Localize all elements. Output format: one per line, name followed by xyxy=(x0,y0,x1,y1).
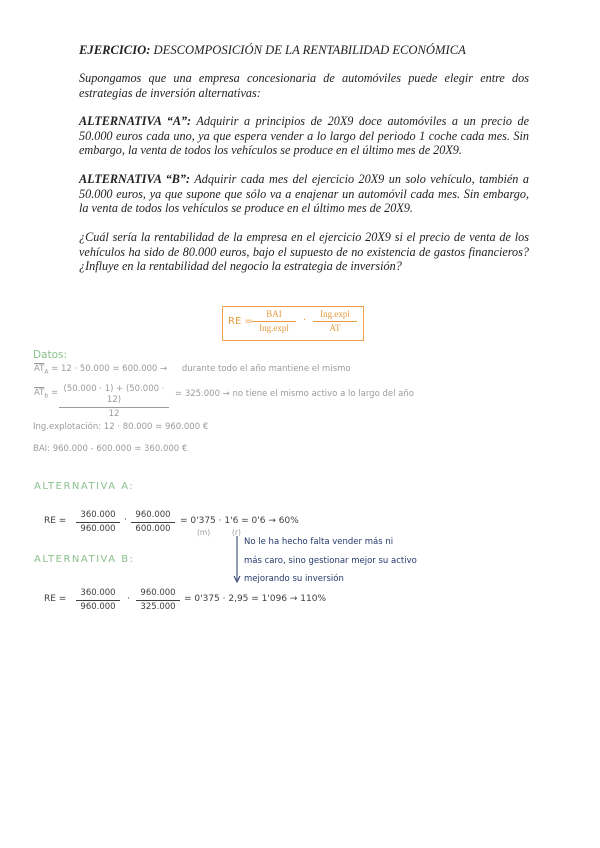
question-paragraph: ¿Cuál sería la rentabilidad de la empresa en el ejercicio 20X9 si el precio de venta de los vehículos ha sido de 80.000 euros, bajo el supuesto de no existencia de gastos financieros?¿Influye en la rentabilidad del negocio la estrategia de inversión? xyxy=(79,230,529,274)
alternative-a-text: Adquirir a principios de 20X9 doce automóviles a un precio de 50.000 euros cada uno, ya que espera vender a lo largo del periodo 1 coche cada mes. Sin embargo, la venta de todos los vehículos se produce en el último mes de 20X9. xyxy=(79,114,529,158)
alternative-a-label: ALTERNATIVA “A”: xyxy=(79,114,192,128)
at-b-fraction xyxy=(59,384,169,420)
formula-lhs: RE = xyxy=(228,316,253,327)
at-a-symbol: $\overline{AT}$ xyxy=(34,364,45,374)
formula-f2-denominator: AT xyxy=(329,323,341,333)
alt-a-fraction-1 xyxy=(76,510,120,535)
note-line-1: No le ha hecho falta vender más ni xyxy=(244,537,394,547)
formula-f1-denominator: Ing.expl xyxy=(259,323,289,333)
alternative-b-text: Adquirir cada mes del ejercicio 20X9 un solo vehículo, también a 50.000 euros, ya que supone que sólo va a enajenar un automóvil cada mes. Sin embargo, la venta de todos los vehículos se produce en el último mes de 20X9. xyxy=(79,172,529,216)
alt-a-f1-denominator: 960.000 xyxy=(80,524,116,534)
formula-f1-numerator: BAI xyxy=(252,309,296,322)
alt-a-result: = 0'375 · 1'6 = 0'6 → 60% xyxy=(180,516,299,526)
alt-a-dot: · xyxy=(124,515,127,525)
alt-b-f2-denominator: 325.000 xyxy=(140,602,176,612)
alt-a-f2-numerator: 960.000 xyxy=(131,510,175,523)
formula-f2-numerator: Ing.expl xyxy=(313,309,357,322)
alt-b-dot: · xyxy=(127,594,130,604)
alt-b-lhs: RE = xyxy=(44,594,67,604)
at-b-equals: = xyxy=(50,388,58,398)
alt-b-f2-numerator: 960.000 xyxy=(136,588,180,601)
alternativa-b-heading: ALTERNATIVA B: xyxy=(34,554,135,565)
alt-a-fraction-2 xyxy=(131,510,175,535)
at-a-expression: = 12 · 50.000 = 600.000 → xyxy=(51,364,168,374)
alt-a-f2-denominator: 600.000 xyxy=(135,524,171,534)
exercise-title-bold: EJERCICIO: xyxy=(79,43,151,57)
ing-explotacion-line: Ing.explotación: 12 · 80.000 = 960.000 € xyxy=(33,422,209,432)
at-b-numerator: (50.000 · 1) + (50.000 · 12) xyxy=(59,384,169,408)
at-a-line xyxy=(34,364,351,376)
formula-fraction-2 xyxy=(313,309,357,334)
at-b-label xyxy=(34,388,58,400)
alt-b-f1-numerator: 360.000 xyxy=(76,588,120,601)
alt-b-fraction-1 xyxy=(76,588,120,613)
at-b-result: = 325.000 → no tiene el mismo activo a lo largo del año xyxy=(175,389,414,399)
alt-a-lhs: RE = xyxy=(44,516,67,526)
bai-line: BAI: 960.000 - 600.000 = 360.000 € xyxy=(33,444,188,454)
at-b-symbol: $\overline{AT}$ xyxy=(34,388,45,398)
at-a-subscript: A xyxy=(44,368,49,376)
alt-b-fraction-2 xyxy=(136,588,180,613)
intro-paragraph: Supongamos que una empresa concesionaria de automóviles puede elegir entre dos estrategias de inversión alternativas: xyxy=(79,71,529,100)
alt-b-f1-denominator: 960.000 xyxy=(80,602,116,612)
at-b-subscript: b xyxy=(44,392,49,400)
exercise-title-rest: DESCOMPOSICIÓN DE LA RENTABILIDAD ECONÓMICA xyxy=(150,43,466,57)
alt-a-f1-numerator: 360.000 xyxy=(76,510,120,523)
alt-b-result: = 0'375 · 2,95 = 1'096 → 110% xyxy=(184,594,327,604)
datos-label: Datos: xyxy=(33,349,68,361)
formula-dot: · xyxy=(303,315,307,326)
alternativa-a-heading: ALTERNATIVA A: xyxy=(34,481,135,492)
alt-a-margin-label: (m) xyxy=(197,528,211,537)
arrow-down-icon xyxy=(232,534,242,586)
alternative-b-paragraph xyxy=(79,172,529,216)
alt-a-rotation-label: (r) xyxy=(232,528,241,537)
note-line-3: mejorando su inversión xyxy=(244,574,344,584)
exercise-title xyxy=(79,43,466,58)
at-a-note: durante todo el año mantiene el mismo xyxy=(181,364,351,374)
note-line-2: más caro, sino gestionar mejor su activo xyxy=(244,556,417,566)
alternative-b-label: ALTERNATIVA “B”: xyxy=(79,172,191,186)
formula-fraction-1 xyxy=(252,309,296,334)
alternative-a-paragraph xyxy=(79,114,529,158)
at-b-denominator: 12 xyxy=(108,409,120,419)
